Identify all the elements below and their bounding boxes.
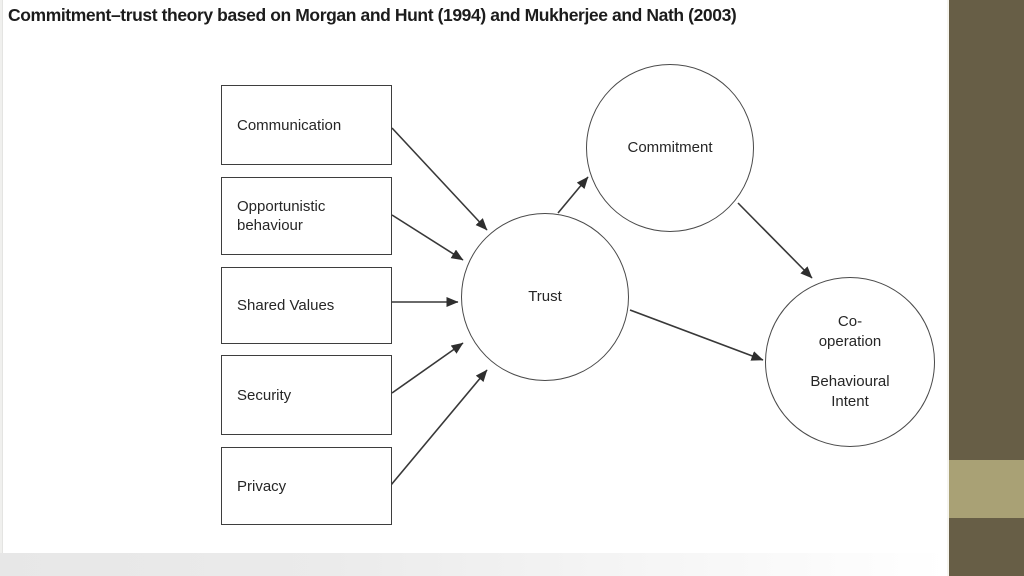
- slide-bottom-shadow: [0, 553, 947, 576]
- box-security: [221, 355, 392, 435]
- box-opportunistic-behaviour-label: Opportunistic behaviour: [237, 198, 326, 234]
- arrow-commitment-to-cooperation: [738, 203, 812, 278]
- slide-title: Commitment–trust theory based on Morgan and Hunt (1994) and Mukherjee and Nath (2003): [8, 5, 737, 25]
- arrow-opportunistic-behaviour-to-trust: [392, 215, 463, 260]
- sidebar-segment-accent: [949, 460, 1024, 518]
- sidebar-segment-top: [949, 0, 1024, 460]
- arrow-security-to-trust: [392, 343, 463, 393]
- circle-cooperation-label-line: Behavioural: [810, 373, 890, 390]
- box-opportunistic-behaviour: [221, 177, 392, 255]
- circle-commitment: [586, 64, 754, 232]
- circle-cooperation-label-line: operation: [818, 333, 882, 350]
- box-communication-label: Communication: [237, 116, 342, 134]
- box-security-label: Security: [237, 386, 292, 404]
- arrow-communication-to-trust: [392, 128, 487, 230]
- box-privacy: [221, 447, 392, 525]
- sidebar-segment-bottom: [949, 518, 1024, 576]
- box-privacy-label: Privacy: [237, 477, 287, 495]
- circle-trust-label: Trust: [528, 288, 562, 305]
- arrow-privacy-to-trust: [391, 370, 487, 485]
- circle-commitment-label: Commitment: [627, 139, 713, 156]
- circle-cooperation-label-line: Co-: [837, 313, 863, 330]
- box-communication: [221, 85, 392, 165]
- box-shared-values-label: Shared Values: [237, 297, 335, 314]
- circle-cooperation-behavioural-intent: [765, 277, 935, 447]
- box-shared-values: [221, 267, 392, 344]
- right-sidebar: [947, 0, 1024, 576]
- arrow-trust-to-cooperation: [630, 310, 763, 360]
- arrow-trust-to-commitment: [558, 177, 588, 213]
- circle-cooperation-label-line: Intent: [831, 393, 869, 410]
- circle-trust: [461, 213, 629, 381]
